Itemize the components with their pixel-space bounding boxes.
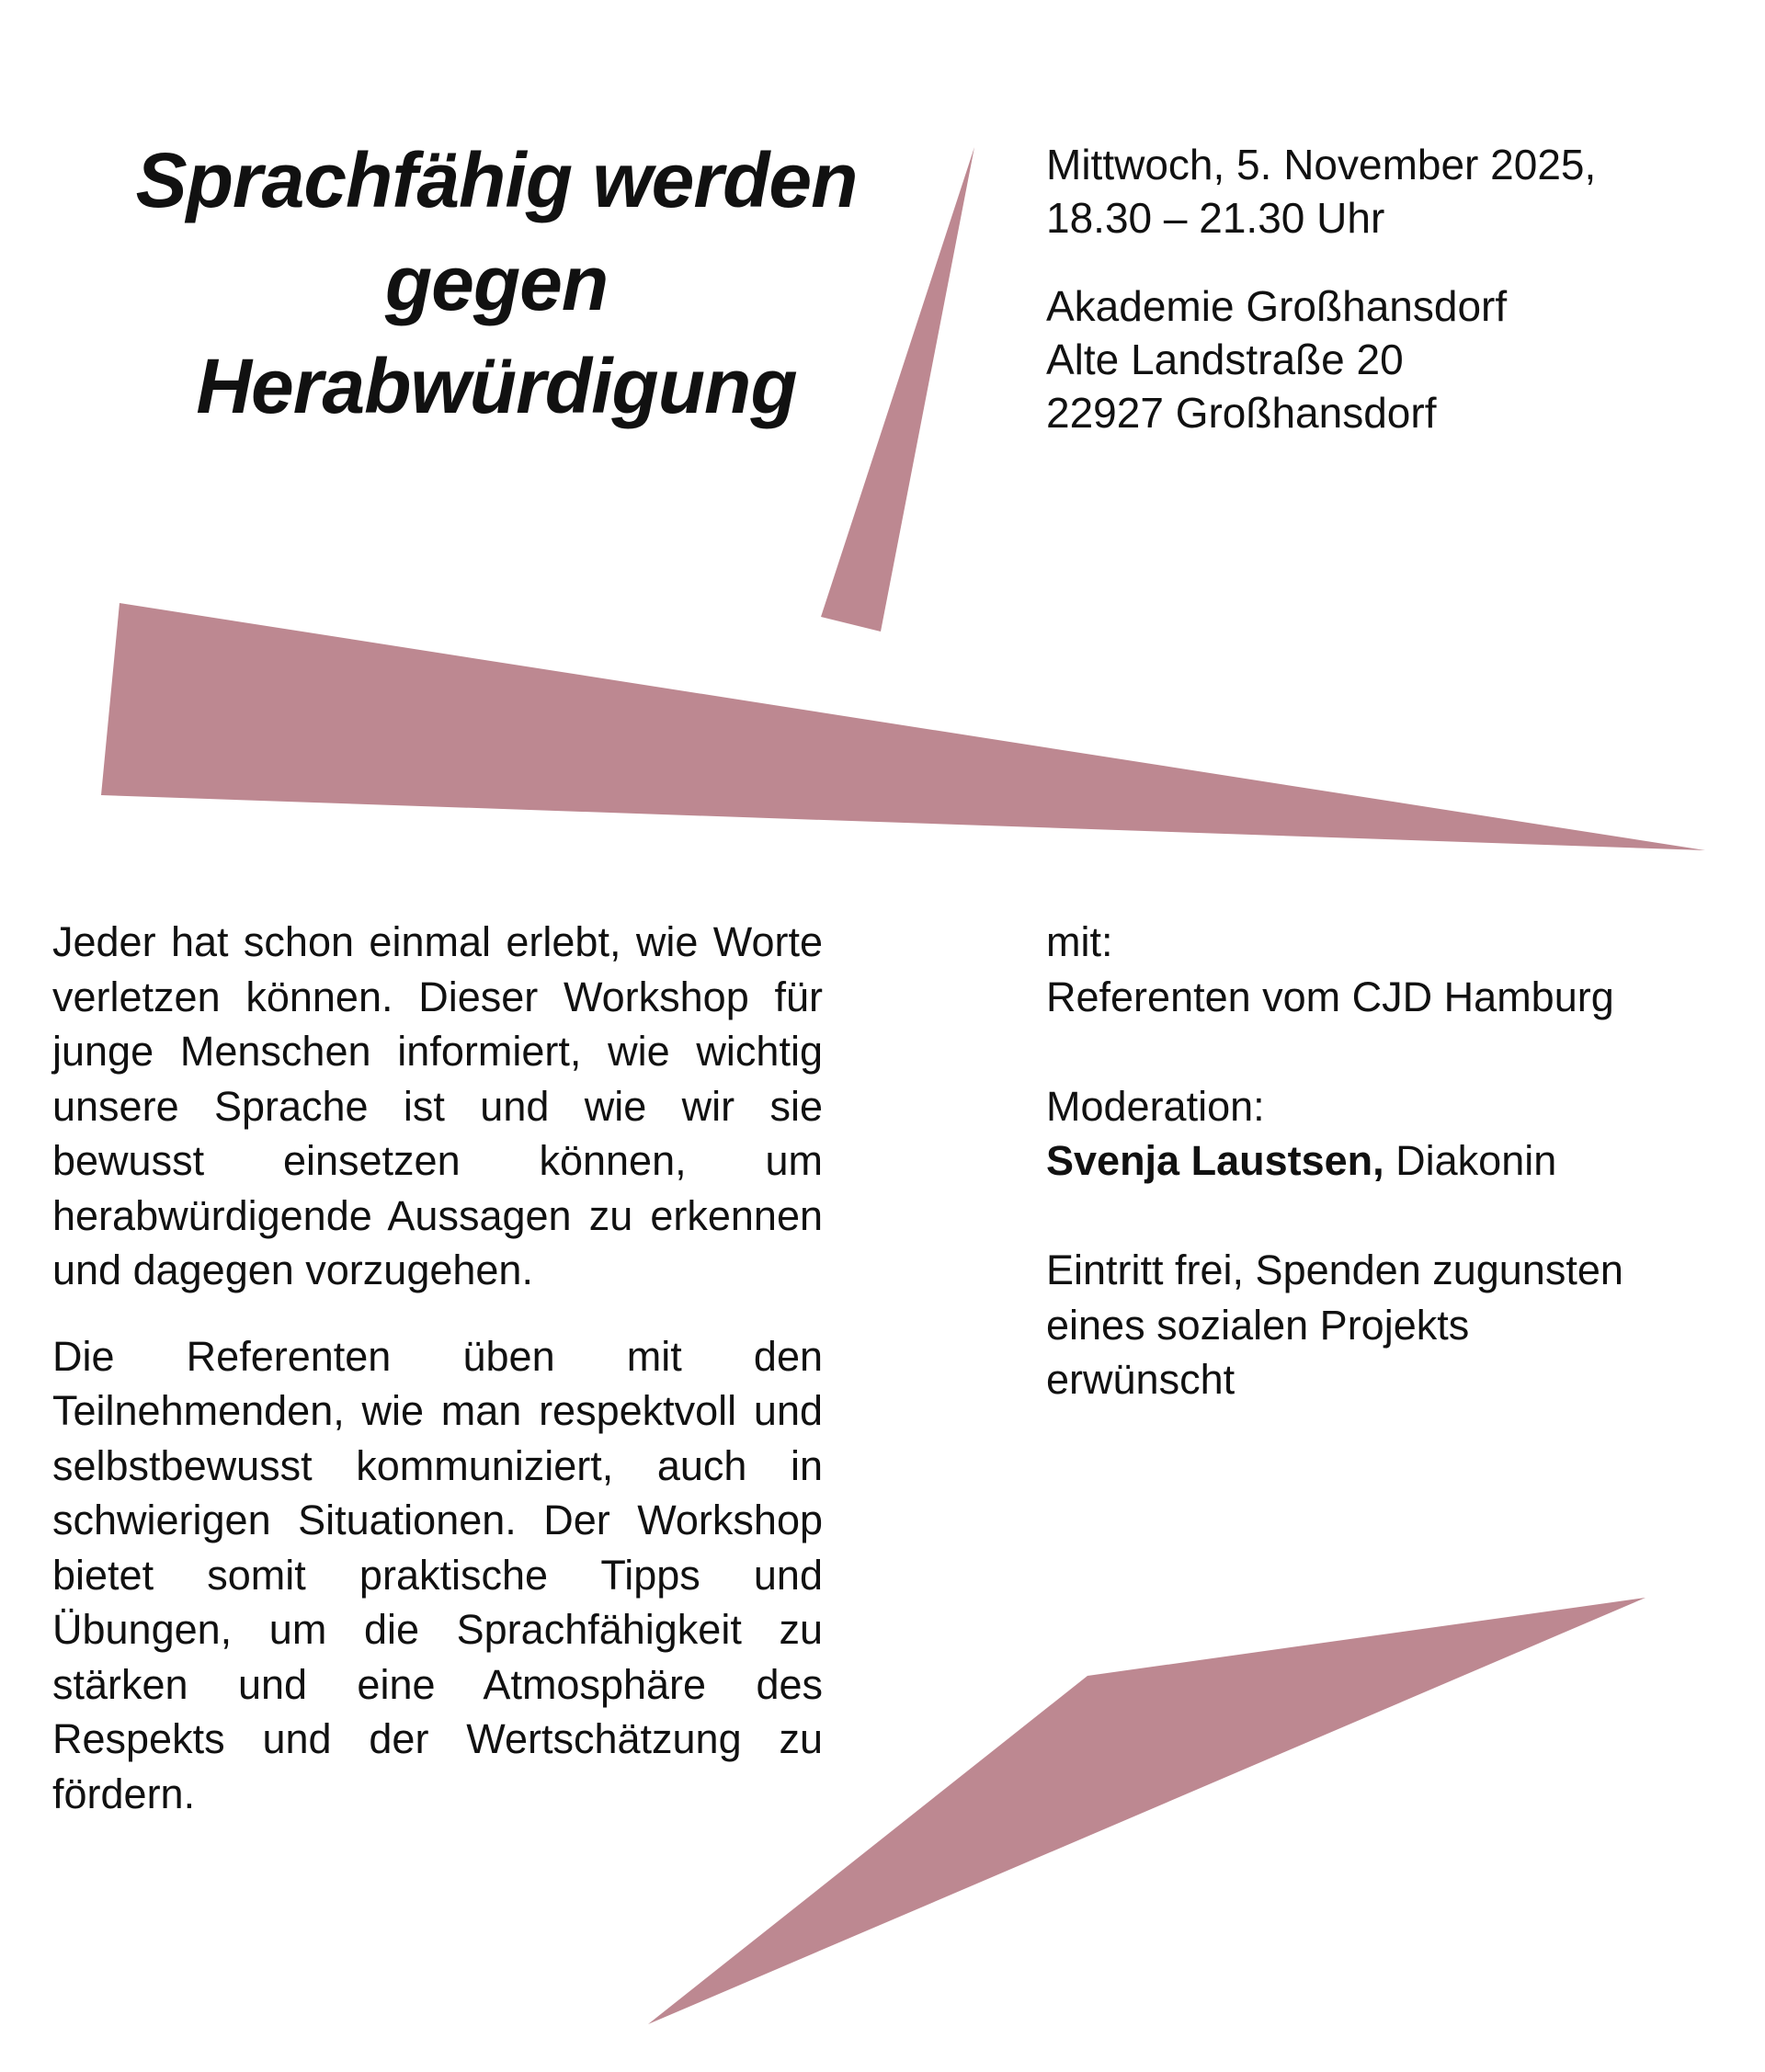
event-city: 22927 Großhansdorf bbox=[1046, 389, 1437, 437]
speakers: Referenten vom CJD Hamburg bbox=[1046, 973, 1614, 1020]
event-time: 18.30 – 21.30 Uhr bbox=[1046, 194, 1385, 242]
moderator-role: Diakonin bbox=[1384, 1137, 1557, 1184]
with-label: mit: bbox=[1046, 918, 1113, 965]
event-datetime bbox=[1046, 138, 1745, 245]
description-paragraph-2: Die Referenten üben mit den Teilnehmenden, wie man respektvoll und selbstbewusst kommuniziert, auch in schwierigen Situationen. Der Workshop bietet somit praktische Tipps und Übungen, um die Sprachfähigkeit zu stärken und eine Atmosphäre des Respekts und der Wertschätzung zu fördern. bbox=[52, 1332, 823, 1817]
admission-line-2: eines sozialen Projekts bbox=[1046, 1301, 1470, 1349]
event-date: Mittwoch, 5. November 2025, bbox=[1046, 141, 1597, 188]
event-info bbox=[1046, 138, 1745, 439]
speakers-block bbox=[1046, 915, 1745, 1024]
description bbox=[52, 915, 823, 1821]
event-details bbox=[1046, 915, 1745, 1407]
moderator-name: Svenja Laustsen, bbox=[1046, 1137, 1384, 1184]
admission-block bbox=[1046, 1243, 1745, 1407]
moderator bbox=[1046, 1133, 1745, 1189]
title-line-1: Sprachfähig werden bbox=[135, 137, 858, 223]
page-title bbox=[55, 129, 938, 438]
moderation-block bbox=[1046, 1079, 1745, 1189]
event-venue: Akademie Großhansdorf bbox=[1046, 282, 1508, 330]
title-line-3: Herabwürdigung bbox=[196, 343, 797, 429]
event-street: Alte Landstraße 20 bbox=[1046, 336, 1404, 383]
moderation-label: Moderation: bbox=[1046, 1082, 1265, 1130]
admission-line-3: erwünscht bbox=[1046, 1356, 1236, 1403]
title-line-2: gegen bbox=[384, 240, 609, 326]
admission-line-1: Eintritt frei, Spenden zugunsten bbox=[1046, 1247, 1623, 1293]
event-address bbox=[1046, 279, 1745, 439]
description-paragraph-1: Jeder hat schon einmal erlebt, wie Worte verletzen können. Dieser Workshop für junge Menschen informiert, wie wichtig unsere Sprache ist und wie wir sie bewusst einsetzen können, um herabwürdigende Aussagen zu erkennen und dagegen vorzugehen. bbox=[52, 918, 823, 1293]
accent-wedge-middle bbox=[101, 603, 1705, 850]
